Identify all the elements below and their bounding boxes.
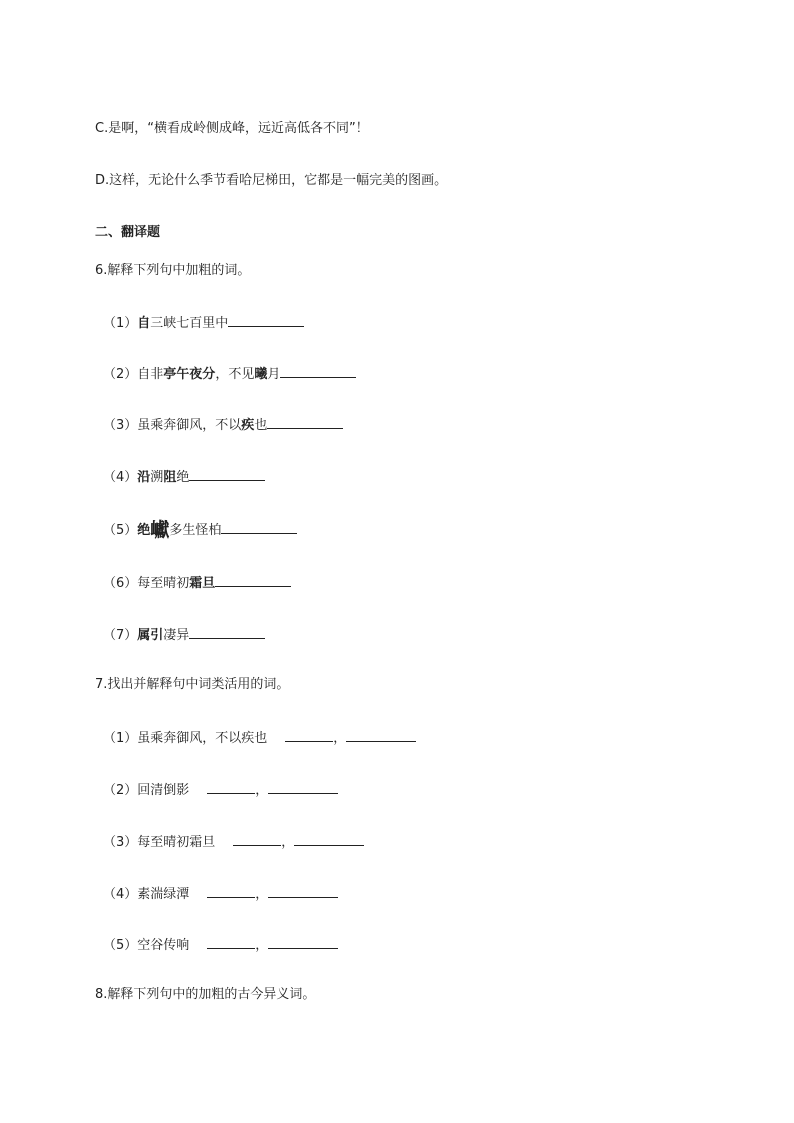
item-text: 回清倒影: [137, 783, 190, 798]
answer-blank-word[interactable]: [207, 779, 255, 794]
answer-blank[interactable]: [267, 414, 343, 429]
bold-word: 亭午夜分: [163, 367, 216, 382]
item-text: 素湍绿潭: [137, 887, 190, 902]
q6-item-5: [103, 519, 297, 540]
bold-word: 曦: [254, 367, 268, 382]
q6-item-2: [103, 363, 356, 384]
option-d: D.这样，无论什么季节看哈尼梯田，它都是一幅完美的图画。: [95, 173, 448, 188]
separator: ，: [281, 835, 295, 850]
q6-item-6: [103, 572, 291, 593]
item-number: （3）: [103, 835, 138, 850]
answer-blank-word[interactable]: [233, 831, 281, 846]
item-text: 溯: [150, 470, 164, 485]
item-number: （4）: [103, 887, 138, 902]
bold-word-large: 巘: [150, 519, 170, 541]
q7-item-2: [103, 779, 338, 800]
item-number: （1）: [103, 731, 138, 746]
item-text: 多生怪柏: [169, 523, 222, 538]
item-text: 每至晴初: [137, 576, 190, 591]
answer-blank[interactable]: [280, 363, 356, 378]
item-text: 凄异: [163, 628, 190, 643]
item-text: ，不见: [215, 367, 255, 382]
bold-word: 阻: [163, 470, 177, 485]
answer-blank-meaning[interactable]: [268, 883, 338, 898]
answer-blank-meaning[interactable]: [268, 779, 338, 794]
bold-word: 疾: [241, 418, 255, 433]
question-7-stem: 7.找出并解释句中词类活用的词。: [95, 677, 290, 692]
item-text: 绝: [176, 470, 190, 485]
answer-blank-meaning[interactable]: [294, 831, 364, 846]
item-number: （5）: [103, 938, 138, 953]
bold-word: 霜旦: [189, 576, 216, 591]
bold-word: 自: [137, 316, 151, 331]
answer-blank-word[interactable]: [207, 883, 255, 898]
item-text: 空谷传响: [137, 938, 190, 953]
q7-item-3: [103, 831, 364, 852]
q7-item-4: [103, 883, 338, 904]
item-text: 三峡七百里中: [150, 316, 229, 331]
q7-item-1: [103, 727, 416, 748]
separator: ，: [333, 731, 347, 746]
item-text: 也: [254, 418, 268, 433]
item-number: （4）: [103, 470, 138, 485]
item-number: （7）: [103, 628, 138, 643]
answer-blank-meaning[interactable]: [268, 934, 338, 949]
q6-item-4: [103, 466, 265, 487]
item-text: 虽乘奔御风，不以疾也: [137, 731, 268, 746]
bold-word: 属引: [137, 628, 164, 643]
answer-blank[interactable]: [215, 572, 291, 587]
answer-blank[interactable]: [228, 312, 304, 327]
item-number: （3）: [103, 418, 138, 433]
option-c: C.是啊，“横看成岭侧成峰，远近高低各不同”！: [95, 121, 369, 136]
q6-item-3: [103, 414, 343, 435]
item-number: （1）: [103, 316, 138, 331]
question-8-stem: 8.解释下列句中的加粗的古今异义词。: [95, 987, 316, 1002]
item-text: 虽乘奔御风，不以: [137, 418, 242, 433]
answer-blank-word[interactable]: [207, 934, 255, 949]
answer-blank[interactable]: [189, 624, 265, 639]
item-text: 每至晴初霜旦: [137, 835, 216, 850]
item-number: （5）: [103, 523, 138, 538]
question-6-stem: 6.解释下列句中加粗的词。: [95, 263, 251, 278]
section-title-translation: 二、翻译题: [95, 225, 161, 240]
q6-item-7: [103, 624, 265, 645]
bold-word: 沿: [137, 470, 151, 485]
item-text: 自非: [137, 367, 164, 382]
answer-blank-meaning[interactable]: [346, 727, 416, 742]
separator: ，: [255, 938, 269, 953]
q7-item-5: [103, 934, 338, 955]
item-number: （6）: [103, 576, 138, 591]
answer-blank[interactable]: [189, 466, 265, 481]
item-number: （2）: [103, 783, 138, 798]
separator: ，: [255, 783, 269, 798]
separator: ，: [255, 887, 269, 902]
answer-blank[interactable]: [221, 519, 297, 534]
answer-blank-word[interactable]: [285, 727, 333, 742]
item-number: （2）: [103, 367, 138, 382]
q6-item-1: [103, 312, 304, 333]
bold-word: 绝: [137, 523, 151, 538]
item-text: 月: [267, 367, 281, 382]
